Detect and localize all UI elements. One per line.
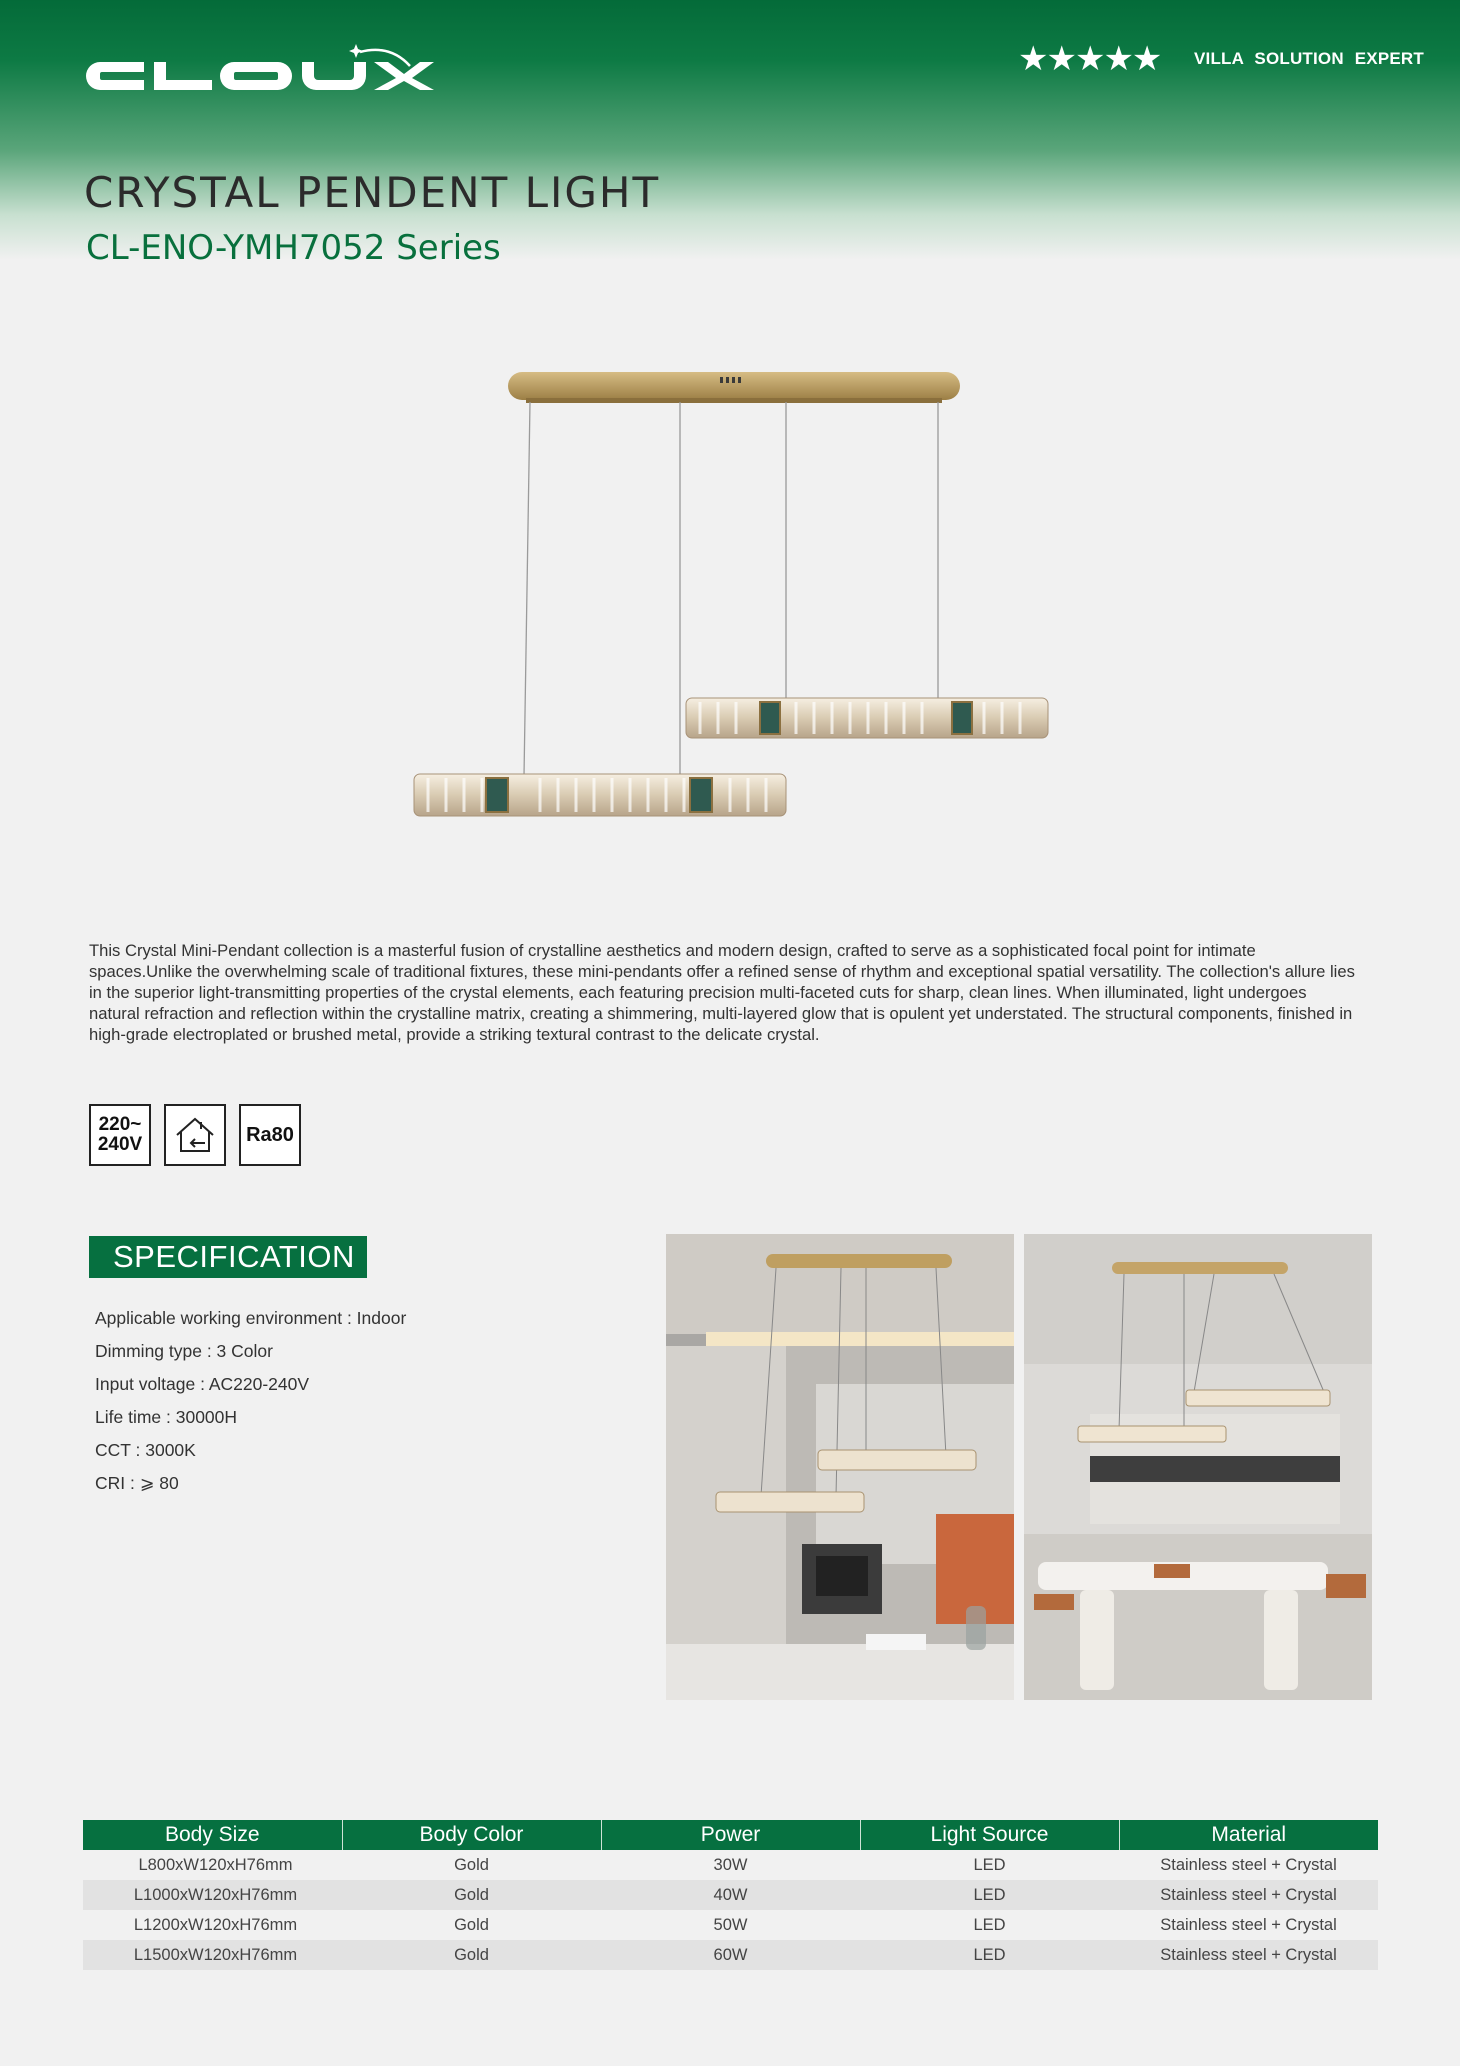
spec-item: CRI : ⩾ 80 — [95, 1473, 179, 1493]
table-row — [83, 1850, 1378, 1880]
spec-item: Life time : 30000H — [95, 1407, 238, 1427]
table-cell: L1000xW120xH76mm — [83, 1880, 342, 1910]
rating-stars-icon: ★★★★★ — [1018, 40, 1161, 78]
scene-photo-dining — [1024, 1234, 1372, 1700]
column-header: Power — [601, 1820, 860, 1850]
table-cell: L1200xW120xH76mm — [133, 1915, 298, 1934]
table-row — [83, 1880, 1378, 1910]
hero-pendant-image — [400, 360, 1060, 830]
table-cell: 50W — [713, 1915, 748, 1934]
spec-item: CCT : 3000K — [95, 1440, 196, 1460]
column-header: Body Size — [83, 1820, 342, 1850]
column-header: Material — [1119, 1820, 1378, 1850]
table-cell: L800xW120xH76mm — [138, 1855, 293, 1874]
table-cell: LED — [973, 1855, 1006, 1874]
table-cell: LED — [973, 1915, 1006, 1934]
scene-photo-kitchen — [666, 1234, 1014, 1700]
indoor-house-icon — [164, 1104, 226, 1166]
table-cell: L1500xW120xH76mm — [83, 1940, 342, 1970]
table-cell: LED — [860, 1880, 1119, 1910]
brand-tagline: VILLA SOLUTION EXPERT — [1194, 49, 1424, 68]
table-cell: Gold — [342, 1880, 601, 1910]
cloux-logo — [84, 40, 434, 104]
table-cell: Stainless steel + Crystal — [1119, 1940, 1378, 1970]
table-cell: Stainless steel + Crystal — [1160, 1915, 1337, 1934]
table-cell: Gold — [454, 1855, 489, 1874]
table-cell: 30W — [713, 1855, 748, 1874]
table-header-row — [83, 1820, 1378, 1850]
product-description: This Crystal Mini-Pendant collection is a masterful fusion of crystalline aesthetics and modern design, crafted to serve as a sophisticated focal point for intimate spaces.Unlike the overwhelming scale of traditional fixtures, these mini-pendants offer a refined sense of rhythm and exceptional spatial versatility. The collection's allure lies in the superior light-transmitting properties of the crystal elements, each featuring precision multi-faceted cuts for sharp, clean lines. When illuminated, light undergoes natural refraction and reflection within the crystalline matrix, creating a shimmering, multi-layered glow that is opulent yet understated. The structural components, finished in high-grade electroplated or brushed metal, provide a striking textural contrast to the delicate crystal. — [89, 941, 1355, 1044]
cri-badge: Ra80 — [239, 1104, 301, 1166]
spec-item: Applicable working environment : Indoor — [95, 1308, 407, 1328]
column-header: Light Source — [860, 1820, 1119, 1850]
table-row — [83, 1940, 1378, 1970]
voltage-badge — [89, 1104, 151, 1166]
table-cell: Stainless steel + Crystal — [1119, 1880, 1378, 1910]
voltage-badge-line1: 220~ — [98, 1114, 142, 1135]
table-cell: Gold — [454, 1915, 489, 1934]
specification-heading: SPECIFICATION — [89, 1236, 367, 1278]
header-band — [0, 0, 1460, 260]
table-cell: LED — [860, 1940, 1119, 1970]
voltage-badge-line2: 240V — [97, 1134, 143, 1155]
spec-item: Dimming type : 3 Color — [95, 1341, 273, 1361]
table-cell: Stainless steel + Crystal — [1160, 1855, 1337, 1874]
series-subtitle: CL-ENO-YMH7052 Series — [86, 228, 501, 268]
page-title: CRYSTAL PENDENT LIGHT — [84, 168, 661, 217]
specification-list — [95, 1302, 406, 1500]
column-header: Body Color — [342, 1820, 601, 1850]
spec-item: Input voltage : AC220-240V — [95, 1374, 310, 1394]
table-cell: 60W — [601, 1940, 860, 1970]
table-cell: 40W — [601, 1880, 860, 1910]
product-table — [83, 1820, 1378, 1970]
table-cell: Gold — [342, 1940, 601, 1970]
table-row — [83, 1910, 1378, 1940]
